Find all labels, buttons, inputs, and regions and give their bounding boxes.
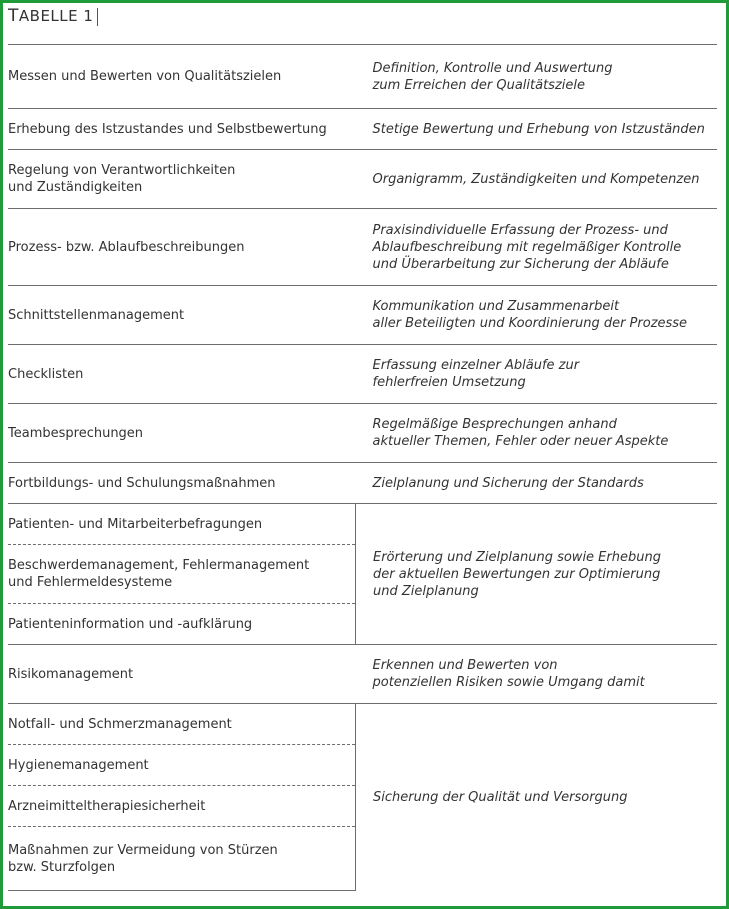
row-description: Zielplanung und Sicherung der Standards [356,463,718,504]
row-label: Fortbildungs- und Schulungsmaßnahmen [8,463,356,504]
group-item: Notfall- und Schmerzmanagement [8,704,356,745]
group-item: Hygienemanagement [8,745,356,786]
row-description: Stetige Bewertung und Erhebung von Istzuständen [356,109,718,150]
quality-management-table [8,44,717,891]
row-description: Organigramm, Zuständigkeiten und Kompetenzen [356,150,718,209]
group-description: Sicherung der Qualität und Versorgung [356,704,718,891]
table-row [8,345,717,404]
table-row [8,45,717,109]
table-row [8,286,717,345]
group-item: Beschwerdemanagement, Fehlermanagement und Fehlermeldesysteme [8,545,356,604]
row-description: Erfassung einzelner Abläufe zur fehlerfreien Umsetzung [356,345,718,404]
group-item: Maßnahmen zur Vermeidung von Stürzen bzw. Sturzfolgen [8,827,356,891]
group-item: Patienten- und Mitarbeiterbefragungen [8,504,356,545]
row-description: Praxisindividuelle Erfassung der Prozess- und Ablaufbeschreibung mit regelmäßiger Kontrolle und Überarbeitung zur Sicherung der Abläufe [356,209,718,286]
group-item: Arzneimitteltherapiesicherheit [8,786,356,827]
row-label: Risikomanagement [8,645,356,704]
row-label: Erhebung des Istzustandes und Selbstbewertung [8,109,356,150]
row-description: Regelmäßige Besprechungen anhand aktueller Themen, Fehler oder neuer Aspekte [356,404,718,463]
table-row [8,645,717,704]
row-description: Kommunikation und Zusammenarbeit aller Beteiligten und Koordinierung der Prozesse [356,286,718,345]
row-label: Prozess- bzw. Ablaufbeschreibungen [8,209,356,286]
row-label: Teambesprechungen [8,404,356,463]
table-title: TABELLE 1 [8,6,94,26]
group-item: Patienteninformation und -aufklärung [8,604,356,645]
row-description: Definition, Kontrolle und Auswertung zum Erreichen der Qualitätsziele [356,45,718,109]
row-label: Schnittstellenmanagement [8,286,356,345]
table-row [8,150,717,209]
table-row [8,504,717,545]
row-label: Checklisten [8,345,356,404]
table-row [8,109,717,150]
group-description: Erörterung und Zielplanung sowie Erhebung der aktuellen Bewertungen zur Optimierung und Zielplanung [356,504,718,645]
row-description: Erkennen und Bewerten von potenziellen Risiken sowie Umgang damit [356,645,718,704]
title-divider [97,8,98,26]
table-row [8,404,717,463]
row-label: Messen und Bewerten von Qualitätszielen [8,45,356,109]
table-row [8,463,717,504]
table-row [8,209,717,286]
row-label: Regelung von Verantwortlichkeiten und Zuständigkeiten [8,150,356,209]
table-row [8,704,717,745]
